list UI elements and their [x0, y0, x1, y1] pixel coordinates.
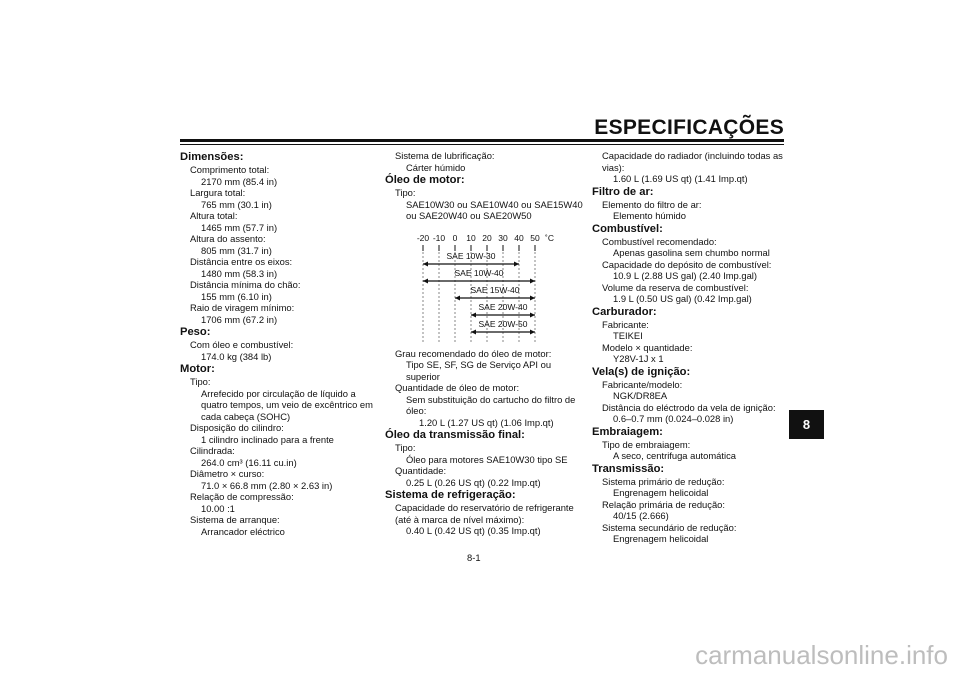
oil-grade-label: SAE 20W-40 — [478, 301, 528, 312]
range-arrowhead-right — [530, 329, 535, 334]
title-rule-thin — [180, 144, 784, 145]
spec-line: Tipo de embraiagem: — [602, 438, 691, 450]
spec-line: Sem substituição do cartucho do filtro de — [406, 393, 576, 405]
temperature-tick-label: -20 — [416, 232, 430, 243]
spec-line: 0.40 L (0.42 US qt) (0.35 Imp.qt) — [406, 525, 541, 536]
spec-line: 1706 mm (67.2 in) — [201, 313, 278, 325]
temperature-tick-label: -10 — [432, 232, 446, 243]
spec-line: Óleo para motores SAE10W30 tipo SE — [406, 453, 568, 465]
section-heading: Sistema de refrigeração: — [385, 489, 516, 501]
range-arrowhead-right — [514, 261, 519, 266]
spec-line: Elemento do filtro de ar: — [602, 198, 702, 210]
section-heading: Embraiagem: — [592, 425, 663, 438]
spec-line: Elemento húmido — [613, 210, 686, 221]
spec-line: Diâmetro × curso: — [190, 468, 265, 479]
spec-line: Largura total: — [190, 187, 246, 198]
spec-line: Altura total: — [190, 210, 238, 221]
spec-line: Tipo SE, SF, SG de Serviço API ou — [406, 359, 552, 370]
spec-line: Engrenagem helicoidal — [613, 487, 709, 498]
spec-line: Capacidade do reservatório de refrigerante — [395, 502, 574, 513]
spec-column-1 — [180, 150, 385, 537]
spec-line: Combustível recomendado: — [602, 235, 717, 247]
spec-line: 1 cilindro inclinado para a frente — [201, 433, 334, 445]
section-heading: Filtro de ar: — [592, 185, 654, 198]
spec-line: Modelo × quantidade: — [602, 341, 693, 353]
spec-column-3 — [592, 150, 797, 545]
spec-line: Distância do eléctrodo da vela de ignição: — [602, 401, 776, 413]
spec-line: Capacidade do radiador (incluindo todas as — [602, 150, 783, 161]
range-arrowhead-right — [530, 278, 535, 283]
section-heading: Combustível: — [592, 222, 663, 235]
section-heading: Peso: — [180, 326, 211, 338]
spec-line: 765 mm (30.1 in) — [201, 198, 272, 210]
spec-line: 174.0 kg (384 lb) — [201, 350, 272, 362]
range-arrowhead-right — [530, 295, 535, 300]
spec-line: Volume da reserva de combustível: — [602, 281, 749, 293]
spec-line: 2170 mm (85.4 in) — [201, 175, 278, 187]
oil-viscosity-chart — [385, 230, 590, 348]
spec-line: óleo: — [406, 405, 427, 416]
page-number: 8-1 — [467, 552, 481, 563]
temperature-tick-label: 0 — [452, 232, 458, 243]
spec-line: Relação de compressão: — [190, 491, 294, 502]
section-heading: Óleo da transmissão final: — [385, 429, 525, 441]
temperature-unit: ˚C — [545, 232, 554, 243]
range-arrowhead-left — [471, 329, 476, 334]
spec-line: 264.0 cm³ (16.11 cu.in) — [201, 456, 297, 468]
spec-line: NGK/DR8EA — [613, 390, 668, 401]
spec-line: Sistema de arranque: — [190, 514, 280, 525]
spec-line: Fabricante/modelo: — [602, 378, 683, 390]
spec-line: 0.25 L (0.26 US qt) (0.22 Imp.qt) — [406, 476, 541, 488]
title-rule — [180, 139, 784, 142]
spec-line: 1.60 L (1.69 US qt) (1.41 Imp.qt) — [613, 173, 748, 184]
spec-line: Comprimento total: — [190, 164, 270, 175]
temperature-tick-label: 20 — [482, 232, 492, 243]
section-heading: Motor: — [180, 363, 215, 375]
page-title: ESPECIFICAÇÕES — [594, 116, 784, 139]
spec-line: 1.20 L (1.27 US qt) (1.06 Imp.qt) — [419, 416, 554, 428]
range-arrowhead-right — [530, 312, 535, 317]
spec-line: 10.00 :1 — [201, 502, 235, 514]
spec-line: Altura do assento: — [190, 233, 266, 244]
spec-line: Arrefecido por circulação de líquido a — [201, 387, 356, 399]
spec-line: Arrancador eléctrico — [201, 525, 285, 537]
section-heading: Vela(s) de ignição: — [592, 365, 691, 378]
spec-line: Disposição do cilindro: — [190, 422, 284, 433]
temperature-tick-label: 30 — [498, 232, 508, 243]
spec-line: Relação primária de redução: — [602, 498, 725, 510]
oil-grade-label: SAE 15W-40 — [470, 284, 520, 295]
spec-line: Cárter húmido — [406, 161, 466, 173]
spec-line: ou SAE20W40 ou SAE20W50 — [406, 210, 532, 221]
spec-column-2-top — [385, 150, 590, 222]
spec-line: Com óleo e combustível: — [190, 339, 294, 350]
spec-line: 0.6–0.7 mm (0.024–0.028 in) — [613, 413, 734, 424]
spec-line: Cilindrada: — [190, 445, 235, 456]
spec-line: 10.9 L (2.88 US gal) (2.40 Imp.gal) — [613, 270, 757, 281]
spec-line: Sistema primário de redução: — [602, 475, 725, 487]
spec-line: Sistema secundário de redução: — [602, 521, 737, 533]
section-heading: Dimensões: — [180, 151, 244, 163]
spec-line: 155 mm (6.10 in) — [201, 290, 272, 302]
spec-line: Fabricante: — [602, 318, 649, 330]
temperature-tick-label: 50 — [530, 232, 540, 243]
spec-line: vias): — [602, 161, 625, 173]
spec-line: A seco, centrifuga automática — [613, 450, 736, 461]
spec-line: SAE10W30 ou SAE10W40 ou SAE15W40 — [406, 198, 583, 210]
temperature-tick-label: 10 — [466, 232, 476, 243]
spec-line: quatro tempos, um veio de excêntrico em — [201, 399, 373, 410]
spec-line: Grau recomendado do óleo de motor: — [395, 347, 552, 359]
spec-column-2-bottom — [385, 348, 590, 537]
section-heading: Transmissão: — [592, 462, 665, 475]
spec-line: Apenas gasolina sem chumbo normal — [613, 247, 770, 258]
oil-grade-label: SAE 10W-30 — [446, 250, 496, 261]
watermark: carmanualsonline.info — [695, 640, 948, 670]
spec-line: 71.0 × 66.8 mm (2.80 × 2.63 in) — [201, 479, 333, 491]
section-heading: Óleo de motor: — [385, 174, 465, 186]
spec-line: Distância mínima do chão: — [190, 279, 301, 290]
spec-line: Engrenagem helicoidal — [613, 533, 709, 544]
spec-line: Tipo: — [395, 187, 416, 198]
range-arrowhead-left — [423, 261, 428, 266]
oil-grade-label: SAE 20W-50 — [478, 318, 528, 329]
spec-line: 805 mm (31.7 in) — [201, 244, 272, 256]
range-arrowhead-left — [471, 312, 476, 317]
spec-line: cada cabeça (SOHC) — [201, 410, 291, 422]
chapter-tab: 8 — [789, 410, 824, 439]
section-heading: Carburador: — [592, 305, 657, 318]
spec-line: (até à marca de nível máximo): — [395, 513, 525, 525]
spec-line: 1465 mm (57.7 in) — [201, 221, 278, 233]
spec-line: Capacidade do depósito de combustível: — [602, 258, 772, 270]
spec-line: 1.9 L (0.50 US gal) (0.42 Imp.gal) — [613, 293, 752, 304]
spec-line: Quantidade: — [395, 465, 447, 476]
spec-column-2 — [385, 150, 590, 537]
spec-line: TEIKEI — [613, 330, 643, 341]
spec-line: Quantidade de óleo de motor: — [395, 382, 520, 393]
spec-line: Distância entre os eixos: — [190, 256, 293, 267]
spec-line: Tipo: — [395, 442, 416, 453]
spec-line: superior — [406, 370, 440, 382]
range-arrowhead-left — [423, 278, 428, 283]
oil-grade-label: SAE 10W-40 — [454, 267, 504, 278]
range-arrowhead-left — [455, 295, 460, 300]
spec-line: Y28V-1J x 1 — [613, 353, 664, 364]
spec-line: Raio de viragem mínimo: — [190, 302, 295, 313]
spec-line: 40/15 (2.666) — [613, 510, 669, 521]
temperature-tick-label: 40 — [514, 232, 524, 243]
spec-line: Sistema de lubrificação: — [395, 150, 495, 161]
spec-line: 1480 mm (58.3 in) — [201, 267, 278, 279]
viscosity-chart-svg — [385, 230, 590, 348]
spec-line: Tipo: — [190, 376, 211, 387]
